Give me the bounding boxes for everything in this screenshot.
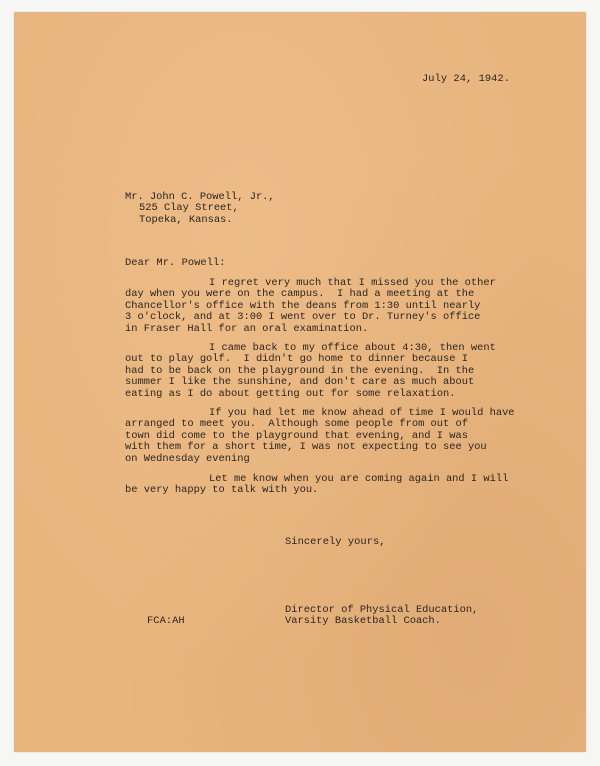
paragraph-line: in Fraser Hall for an oral examination.: [125, 322, 369, 335]
letter-date: July 24, 1942.: [422, 73, 510, 85]
paragraph-line: day when you were on the campus. I had a meeting at the: [125, 288, 475, 301]
signature-title: [285, 605, 478, 628]
paragraph-line: eating as I do about getting out for some relaxation.: [125, 387, 456, 400]
paragraph-line: out to play golf. I didn't go home to dinner because I: [125, 353, 468, 366]
typist-initials: FCA:AH: [147, 615, 185, 627]
paragraph-line: be very happy to talk with you.: [125, 484, 319, 497]
paragraph-line: had to be back on the playground in the evening. In the: [125, 364, 475, 377]
paragraph-line: 3 o'clock, and at 3:00 I went over to Dr. Turney's office: [125, 311, 481, 324]
paragraph-line: summer I like the sunshine, and don't care as much about: [125, 376, 475, 389]
recipient-street: 525 Clay Street,: [139, 202, 239, 215]
paragraph-1: [125, 278, 496, 335]
paragraph-line: with them for a short time, I was not expecting to see you: [125, 441, 487, 454]
paragraph-3: [125, 408, 515, 465]
recipient-city: Topeka, Kansas.: [139, 213, 233, 226]
signature-title-line: Director of Physical Education,: [285, 604, 479, 616]
closing: Sincerely yours,: [285, 536, 386, 548]
recipient-name: Mr. John C. Powell, Jr.,: [125, 191, 275, 203]
letter-sheet: [14, 12, 586, 752]
salutation: Dear Mr. Powell:: [125, 257, 226, 269]
paragraph-2: [125, 343, 496, 400]
paragraph-line: town did come to the playground that evening, and I was: [125, 429, 468, 442]
paragraph-line: Let me know when you are coming again and I will: [209, 473, 509, 485]
paragraph-line: on Wednesday evening: [125, 452, 250, 465]
paragraph-line: If you had let me know ahead of time I would have: [209, 407, 515, 419]
paragraph-line: Chancellor's office with the deans from 1:30 until nearly: [125, 299, 481, 312]
paragraph-line: arranged to meet you. Although some people from out of: [125, 418, 468, 431]
paragraph-line: I regret very much that I missed you the other: [209, 277, 496, 289]
paragraph-line: I came back to my office about 4:30, then went: [209, 342, 496, 354]
recipient-address: [125, 192, 275, 226]
signature-title-line: Varsity Basketball Coach.: [285, 615, 441, 628]
paragraph-4: [125, 474, 508, 497]
